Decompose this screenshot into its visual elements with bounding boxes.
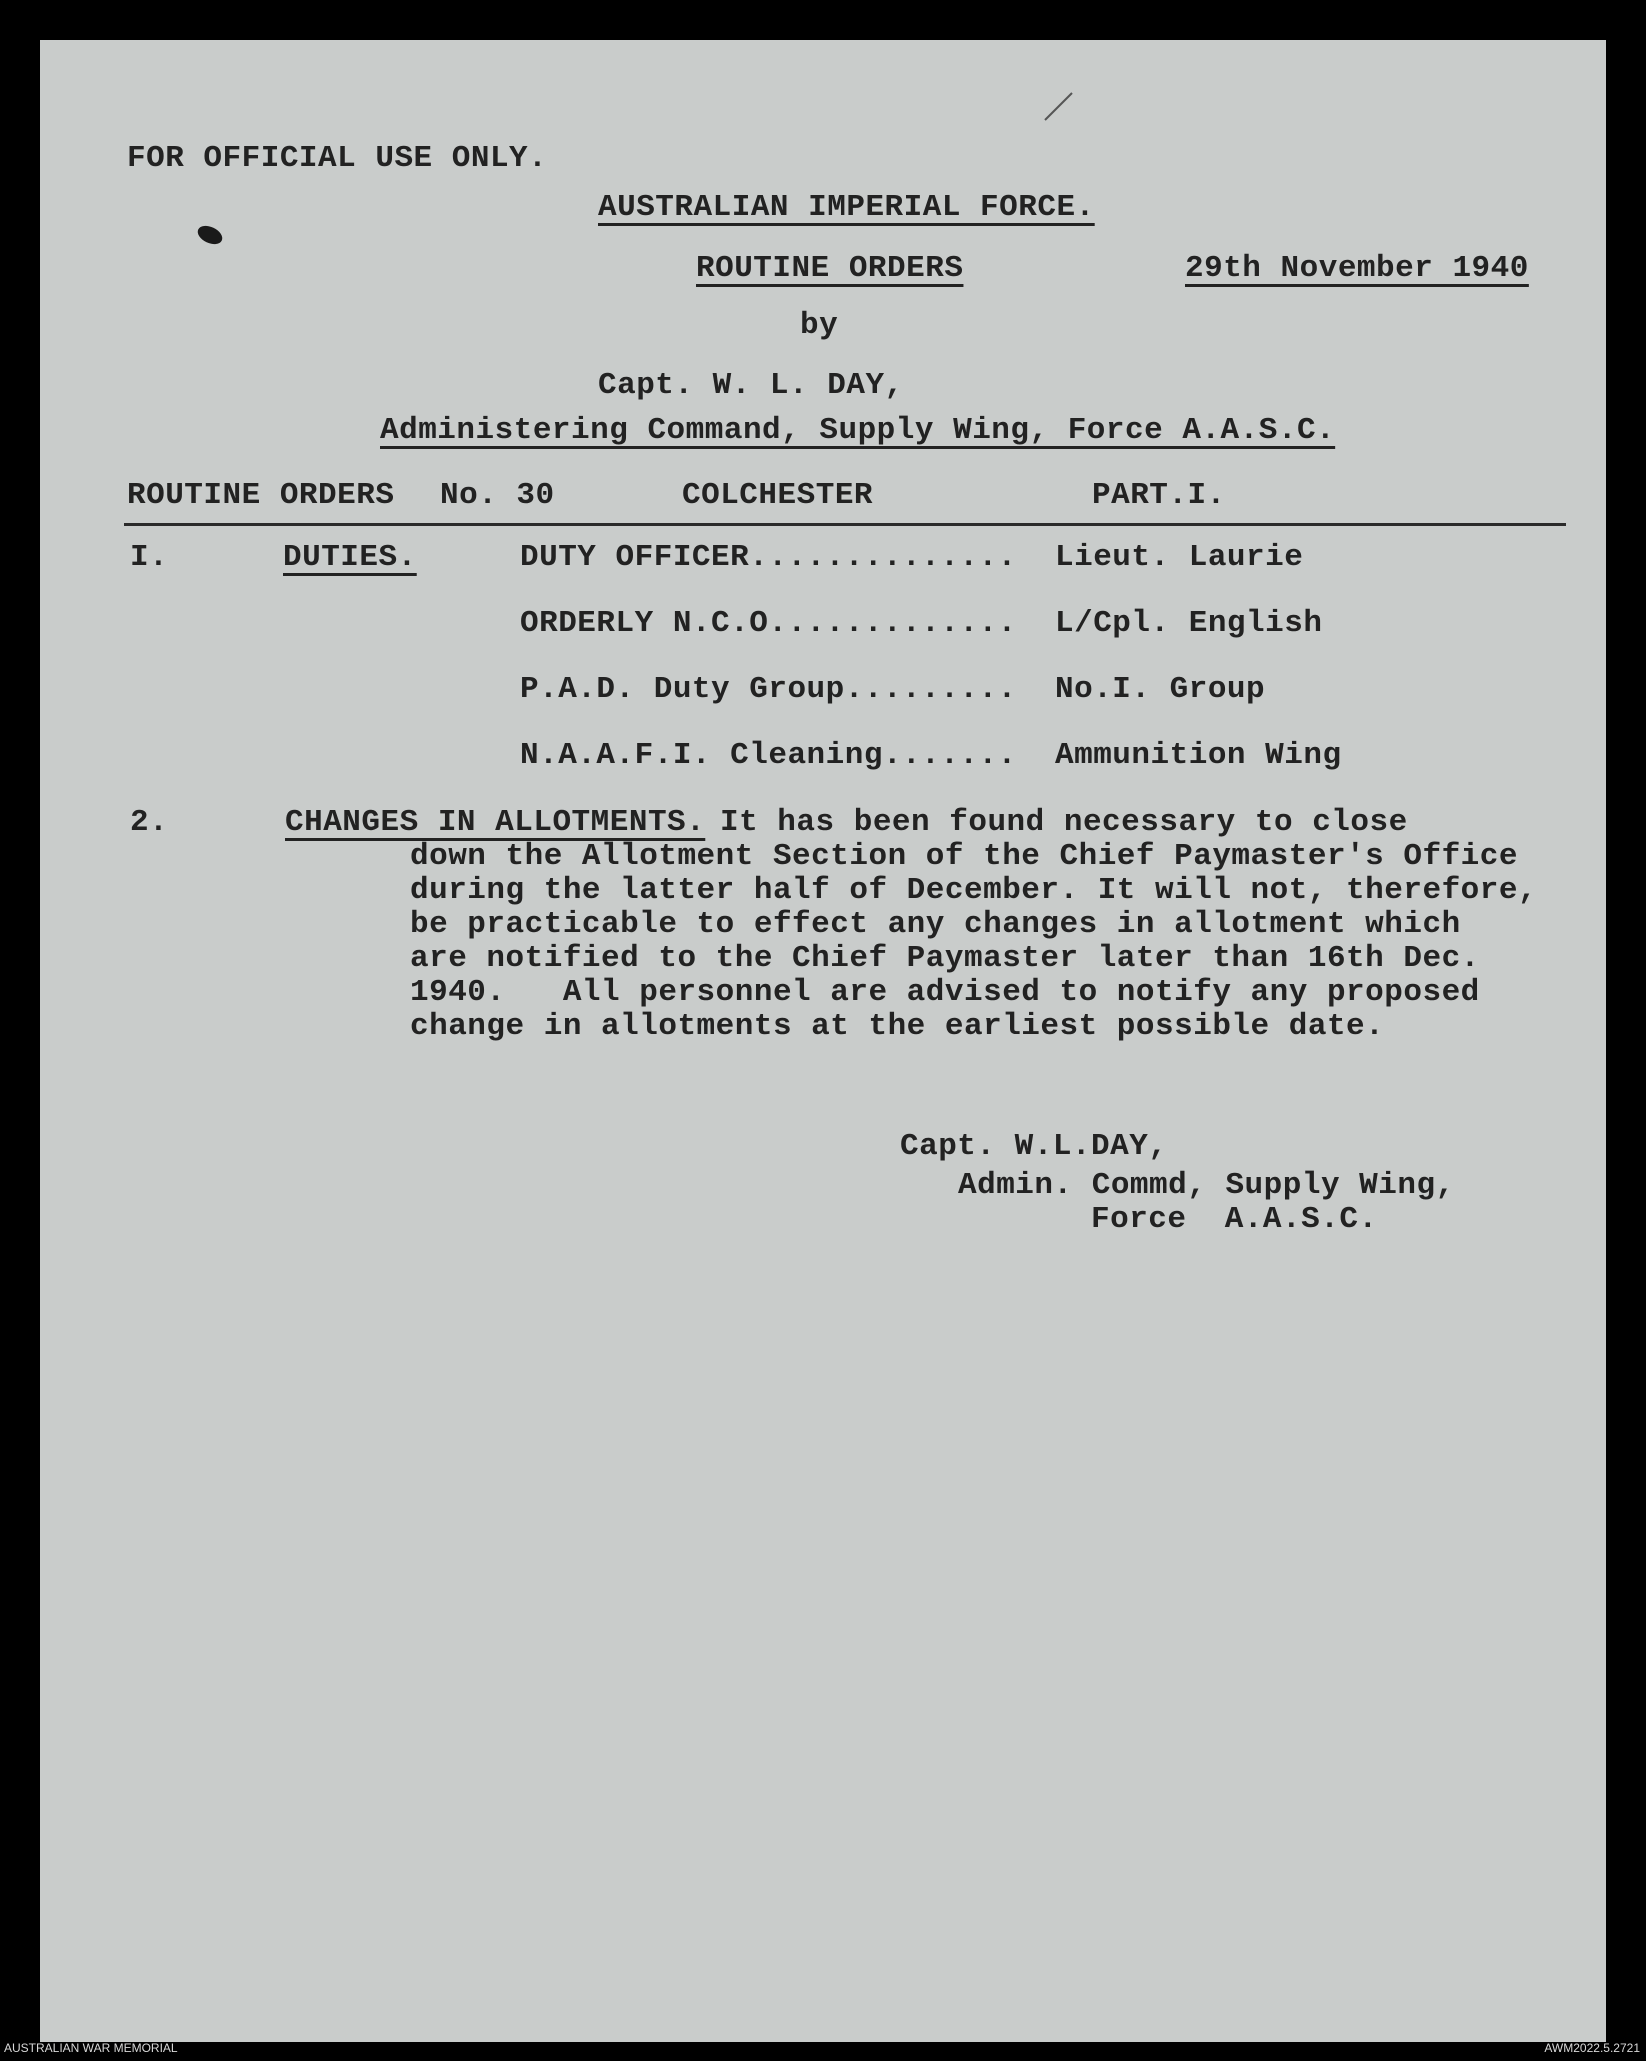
duty-role: P.A.D. Duty Group......... [520,672,1017,707]
orders-label: ROUTINE ORDERS [127,478,395,513]
section2-line: down the Allotment Section of the Chief Paymaster's Office [410,839,1518,874]
duty-assignee: L/Cpl. English [1055,606,1323,641]
signature-role-line1: Admin. Commd, Supply Wing, [958,1168,1455,1203]
section2-line: change in allotments at the earliest possible date. [410,1009,1385,1044]
ink-blot-mark [190,215,230,255]
orders-number: No. 30 [440,478,555,513]
section2-heading: CHANGES IN ALLOTMENTS. [285,805,706,840]
section1-heading: DUTIES. [283,540,417,575]
document-date: 29th November 1940 [1185,251,1529,286]
footer-left-credit: AUSTRALIAN WAR MEMORIAL [4,2041,178,2055]
section2-line: It has been found necessary to close [720,805,1408,840]
by-label: by [800,308,839,343]
document-title: ROUTINE ORDERS [696,251,964,286]
issuer-role: Administering Command, Supply Wing, Force A.A.S.C. [380,413,1336,448]
duty-role: N.A.A.F.I. Cleaning....... [520,738,1017,773]
section1-number: I. [130,540,169,575]
footer-right-id: AWM2022.5.2721 [1544,2041,1640,2055]
orders-part: PART.I. [1092,478,1226,513]
section2-line: 1940. All personnel are advised to notify any proposed [410,975,1480,1010]
orders-rule [124,523,1566,526]
issuer-name: Capt. W. L. DAY, [598,368,904,403]
document-page [40,40,1606,2042]
signature-role-line2: Force A.A.S.C. [1091,1202,1378,1237]
pencil-stroke-mark [1040,85,1080,125]
signature-name: Capt. W.L.DAY, [900,1129,1168,1164]
duty-role: ORDERLY N.C.O............. [520,606,1017,641]
section2-line: are notified to the Chief Paymaster later than 16th Dec. [410,941,1480,976]
section2-line: be practicable to effect any changes in allotment which [410,907,1461,942]
duty-role: DUTY OFFICER.............. [520,540,1017,575]
section2-number: 2. [130,805,169,840]
duty-assignee: Ammunition Wing [1055,738,1342,773]
duty-assignee: Lieut. Laurie [1055,540,1304,575]
classification-heading: FOR OFFICIAL USE ONLY. [127,141,548,176]
duty-assignee: No.I. Group [1055,672,1266,707]
organisation-title: AUSTRALIAN IMPERIAL FORCE. [598,190,1095,225]
section2-line: during the latter half of December. It will not, therefore, [410,873,1538,908]
orders-location: COLCHESTER [682,478,874,513]
